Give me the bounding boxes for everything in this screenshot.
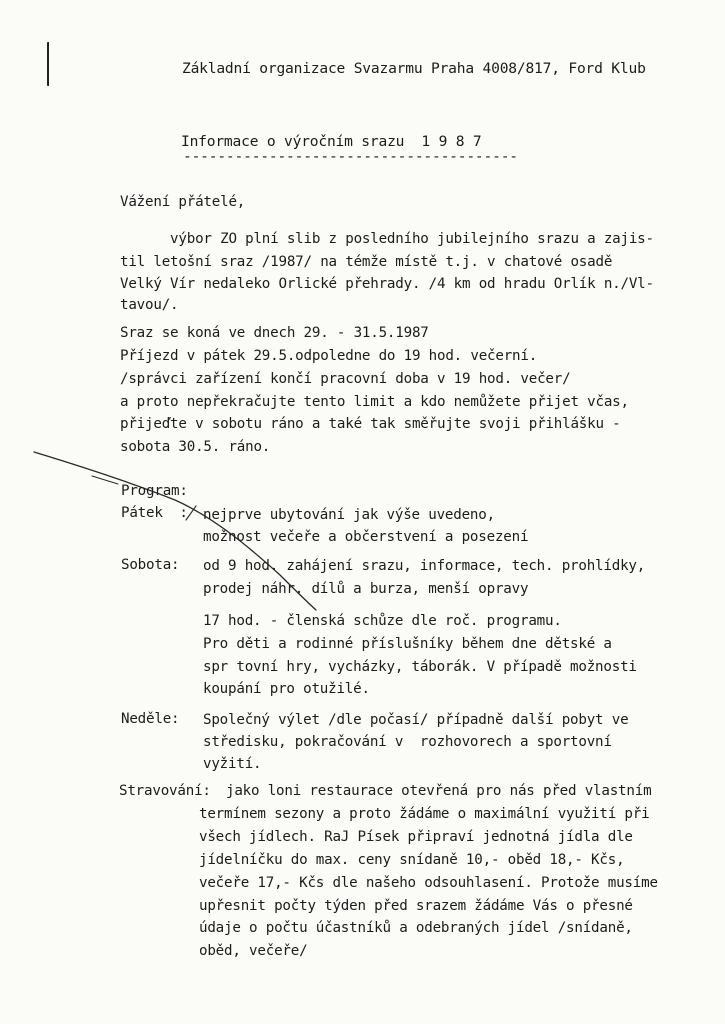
document-title: Informace o výročním srazu 1 9 8 7 [181,133,482,150]
friday-line: možnost večeře a občerstvení a posezení [203,529,529,545]
intro-line: Velký Vír nedaleko Orlické přehrady. /4 km od hradu Orlík n./Vl- [120,276,654,292]
friday-label: Pátek : [121,505,188,521]
catering-line: oběd, večeře/ [199,943,308,959]
catering-line: termínem sezony a proto žádáme o maximální využití při [199,806,650,822]
intro-line: tavou/. [120,297,179,313]
catering-line: jako loni restaurace otevřená pro nás před vlastním [226,783,652,799]
title-underline: --------------------------------------- [183,148,518,165]
saturday-line: prodej náhr. dílů a burza, menší opravy [203,581,529,597]
saturday-line: koupání pro otužilé. [203,681,370,697]
catering-line: všech jídlech. RaJ Písek připraví jednotná jídla dle [199,829,633,845]
catering-line: jídelníčku do max. ceny snídaně 10,- oběd 18,- Kčs, [199,852,625,868]
saturday-line: spr tovní hry, vycházky, táborák. V případě možnosti [203,659,637,675]
dates-line: přijeďte v sobotu ráno a také tak směřujte svoji přihlášku - [120,416,621,432]
friday-line: nejprve ubytování jak výše uvedeno, [203,507,495,523]
catering-line: upřesnit počty týden před srazem žádáme Vás o přesné [199,898,633,914]
saturday-label: Sobota: [121,557,180,573]
saturday-line: Pro děti a rodinné příslušníky během dne dětské a [203,636,612,652]
catering-line: údaje o počtu účastníků a odebraných jídel /snídaně, [199,920,633,936]
margin-bracket-mark [47,42,52,86]
dates-line: Sraz se koná ve dnech 29. - 31.5.1987 [120,325,429,341]
dates-line: Příjezd v pátek 29.5.odpoledne do 19 hod. večerní. [120,348,538,364]
dates-line: sobota 30.5. ráno. [120,439,271,455]
saturday-line: od 9 hod. zahájení srazu, informace, tech. prohlídky, [203,558,646,574]
dates-line: a proto nepřekračujte tento limit a kdo nemůžete přijet včas, [120,394,629,410]
sunday-line: středisku, pokračování v rozhovorech a sportovní [203,734,612,750]
organization-header: Základní organizace Svazarmu Praha 4008/817, Ford Klub [182,60,646,77]
catering-line: večeře 17,- Kčs dle našeho odsouhlasení. Protože musíme [199,875,658,891]
intro-line: výbor ZO plní slib z posledního jubilejního srazu a zajis- [120,231,654,247]
intro-line: til letošní sraz /1987/ na témže místě t.j. v chatové osadě [120,254,613,270]
dates-line: /správci zařízení končí pracovní doba v 19 hod. večer/ [120,371,571,387]
sunday-line: Společný výlet /dle počasí/ případně další pobyt ve [203,712,629,728]
saturday-line: 17 hod. - členská schůze dle roč. programu. [203,613,562,629]
greeting: Vážení přátelé, [120,194,246,210]
catering-label: Stravování: [119,783,211,799]
sunday-line: vyžití. [203,756,262,772]
sunday-label: Neděle: [121,711,180,727]
program-heading: Program: [121,483,188,499]
